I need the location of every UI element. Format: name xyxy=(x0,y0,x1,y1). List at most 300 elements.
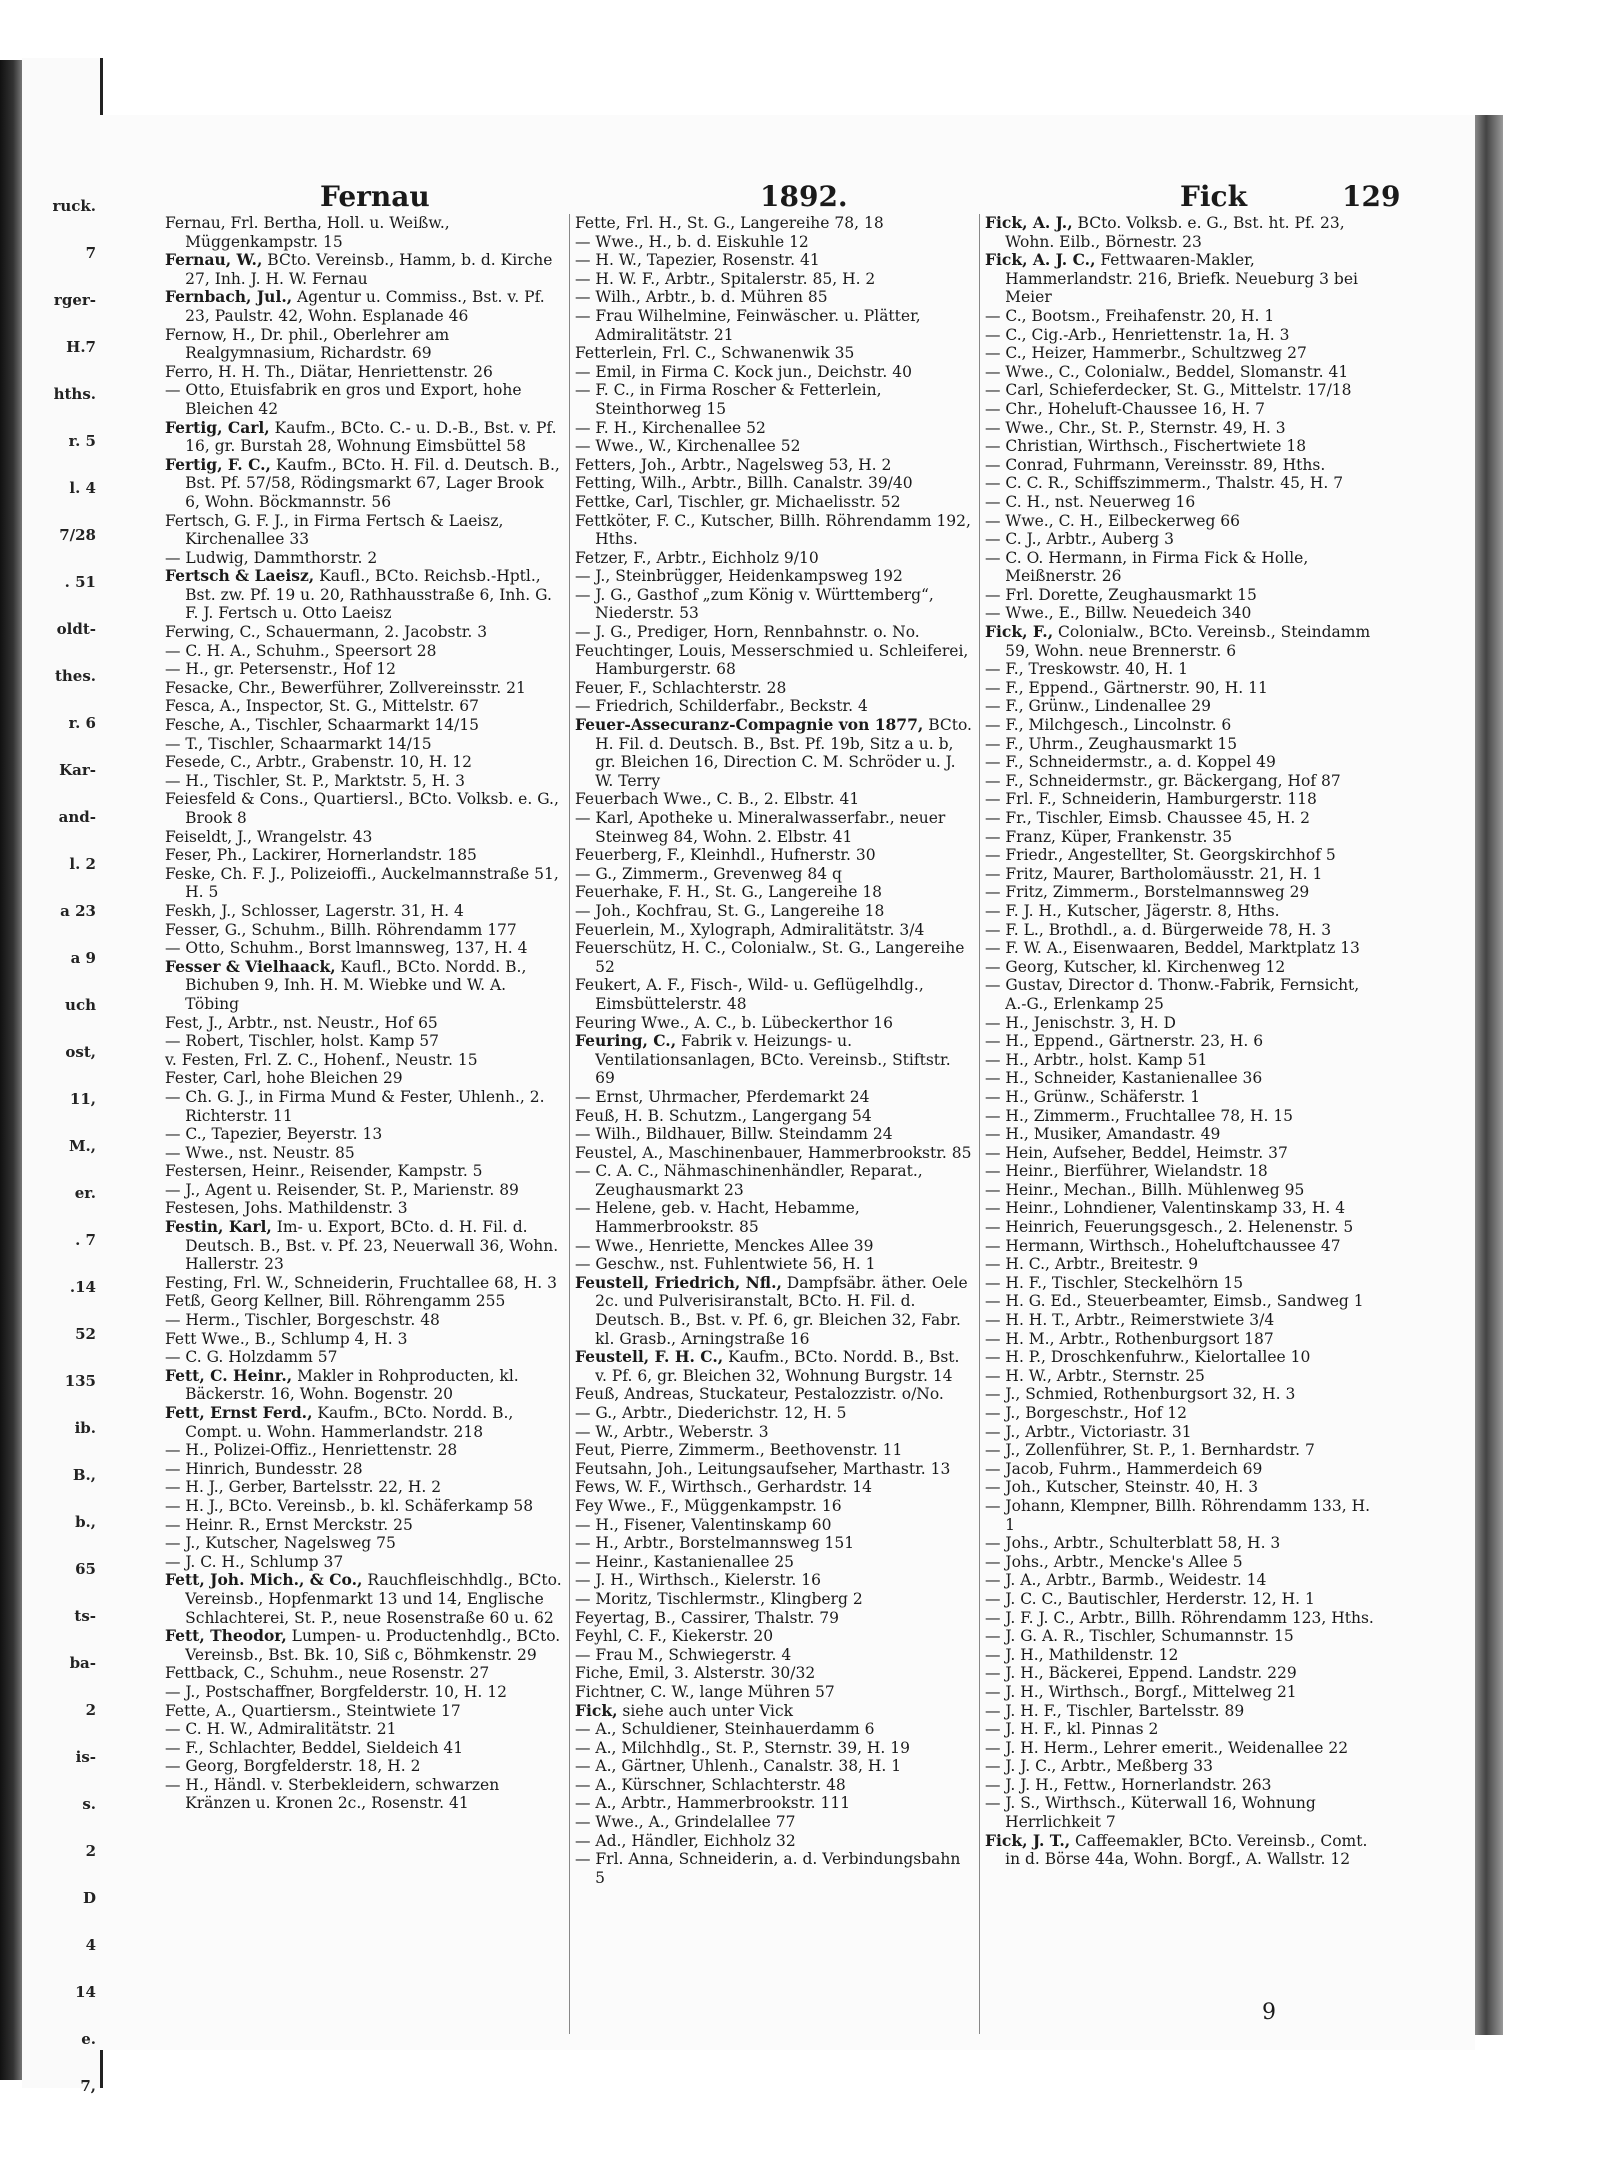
left-page-fragment: Kar- xyxy=(59,761,96,779)
entry-name-bold: Fertig, Carl, xyxy=(165,417,270,437)
directory-entry xyxy=(165,1069,562,1088)
left-page-fragment: 65 xyxy=(75,1560,96,1578)
entry-text: — Johs., Arbtr., Schulterblatt 58, H. 3 xyxy=(985,1534,1281,1553)
directory-entry xyxy=(985,456,1382,475)
directory-entry xyxy=(575,1720,972,1739)
column-2 xyxy=(575,214,977,2044)
directory-entry xyxy=(575,1571,972,1590)
entry-text: — Chr., Hoheluft-Chaussee 16, H. 7 xyxy=(985,399,1265,418)
entry-text: v. Festen, Frl. Z. C., Hohenf., Neustr. 15 xyxy=(165,1050,478,1069)
entry-text: Lumpen- u. Productenhdlg., BCto. Vereinsb., Bst. Bk. 10, Siß c, Böhmkenstr. 29 xyxy=(185,1627,566,1664)
entry-text: — J., Zollenführer, St. P., 1. Bernhardstr. 7 xyxy=(985,1441,1315,1460)
directory-entry xyxy=(165,419,562,456)
entry-text: Kaufl., BCto. Reichsb.-Hptl., Bst. zw. Pf. 19 u. 20, Rathhausstraße 6, Inh. G. F. J. Fertsch u. Otto Laeisz xyxy=(185,567,557,623)
entry-text: — Heinr. R., Ernst Merckstr. 25 xyxy=(165,1515,413,1534)
directory-entry xyxy=(165,1664,562,1683)
left-page-fragment: 11, xyxy=(69,1090,96,1108)
directory-entry xyxy=(985,1199,1382,1218)
entry-text: Kaufm., BCto. Nordd. B., Bst. v. Pf. 6, gr. Bleichen 32, Wohnung Burgstr. 14 xyxy=(595,1348,965,1385)
entry-text: — H., Jenischstr. 3, H. D xyxy=(985,1013,1176,1032)
entry-name-bold: Fick, A. J., xyxy=(985,213,1073,232)
entry-text: siehe auch unter Vick xyxy=(617,1701,794,1720)
header-year: 1892. xyxy=(760,180,848,213)
directory-entry xyxy=(575,1460,972,1479)
directory-entry xyxy=(985,1497,1382,1534)
entry-text: — Friedr., Angestellter, St. Georgskirchhof 5 xyxy=(985,846,1336,865)
entry-text: — Hermann, Wirthsch., Hoheluftchaussee 47 xyxy=(985,1236,1341,1255)
entry-text: Makler in Rohproducten, kl. Bäckerstr. 16, Wohn. Bogenstr. 20 xyxy=(185,1366,524,1404)
entry-text: — Heinr., Bierführer, Wielandstr. 18 xyxy=(985,1162,1268,1181)
directory-entry xyxy=(575,214,972,233)
entry-name-bold: Fernbach, Jul., xyxy=(165,287,293,307)
entry-text: Dampfsäbr. äther. Oele 2c. und Pulverisiranstalt, BCto. H. Fil. d. Deutsch. B., Bst. v. Pf. 6, gr. Bleichen 32, Fabr. kl. Grasb., Arningstraße 16 xyxy=(595,1273,973,1348)
directory-entry xyxy=(575,474,972,493)
entry-text: — Ch. G. J., in Firma Mund & Fester, Uhlenh., 2. Richterstr. 11 xyxy=(165,1087,550,1125)
entry-text: — C. A. C., Nähmaschinenhändler, Reparat., Zeughausmarkt 23 xyxy=(575,1162,928,1199)
entry-text: — J. G., Prediger, Horn, Rennbahnstr. o. No. xyxy=(575,623,920,642)
entry-text: — Gustav, Director d. Thonw.-Fabrik, Fernsicht, A.-G., Erlenkamp 25 xyxy=(985,976,1365,1013)
entry-text: Fesede, C., Arbtr., Grabenstr. 10, H. 12 xyxy=(165,753,473,772)
entry-text: — Wwe., W., Kirchenallee 52 xyxy=(575,437,801,456)
directory-entry xyxy=(165,1367,562,1404)
entry-text: — J., Steinbrügger, Heidenkampsweg 192 xyxy=(575,567,903,586)
entry-text: — J. H. F., Tischler, Bartelsstr. 89 xyxy=(985,1701,1245,1720)
entry-text: Kaufm., BCto. C.- u. D.-B., Bst. v. Pf. 16, gr. Burstah 28, Wohnung Eimsbüttel 58 xyxy=(185,418,562,456)
directory-entry xyxy=(985,1702,1382,1721)
entry-text: — Christian, Wirthsch., Fischertwiete 18 xyxy=(985,437,1307,456)
left-page-fragment: ts- xyxy=(74,1607,96,1625)
entry-text: — J., Borgeschstr., Hof 12 xyxy=(985,1404,1187,1422)
entry-text: Fettback, C., Schuhm., neue Rosenstr. 27 xyxy=(165,1664,490,1683)
entry-text: — Fritz, Zimmerm., Borstelmannsweg 29 xyxy=(985,883,1310,902)
entry-text: — J. A., Arbtr., Barmb., Weidestr. 14 xyxy=(985,1571,1267,1590)
entry-text: Fertsch, G. F. J., in Firma Fertsch & Laeisz, Kirchenallee 33 xyxy=(165,511,509,549)
entry-text: — Wwe., C., Colonialw., Beddel, Slomanstr. 41 xyxy=(985,362,1349,381)
directory-entry xyxy=(985,1125,1382,1144)
entry-text: — Otto, Etuisfabrik en gros und Export, hohe Bleichen 42 xyxy=(165,381,527,418)
column-divider xyxy=(569,214,570,2034)
entry-text: — W., Arbtr., Weberstr. 3 xyxy=(575,1422,769,1441)
entry-text: Fesser, G., Schuhm., Billh. Röhrendamm 177 xyxy=(165,920,517,939)
directory-entry xyxy=(985,1069,1382,1088)
entry-text: Festing, Frl. W., Schneiderin, Fruchtallee 68, H. 3 xyxy=(165,1273,557,1292)
entry-text: Fette, Frl. H., St. G., Langereihe 78, 18 xyxy=(575,214,884,232)
directory-entry xyxy=(165,1125,562,1144)
running-header xyxy=(110,180,1401,216)
entry-text: — Frl. Dorette, Zeughausmarkt 15 xyxy=(985,585,1257,604)
directory-entry xyxy=(985,921,1382,940)
directory-entry xyxy=(985,530,1382,549)
directory-entry xyxy=(985,976,1382,1013)
entry-text: Feske, Ch. F. J., Polizeioffi., Auckelmannstraße 51, H. 5 xyxy=(165,864,564,902)
directory-entry xyxy=(985,753,1382,772)
left-page-fragment: er. xyxy=(74,1184,96,1202)
entry-text: — Georg, Kutscher, kl. Kirchenweg 12 xyxy=(985,957,1286,976)
directory-entry xyxy=(165,828,562,847)
directory-entry xyxy=(165,1626,566,1664)
entry-text: Feuer, F., Schlachterstr. 28 xyxy=(575,678,787,697)
directory-entry xyxy=(985,604,1382,623)
directory-entry xyxy=(575,1255,972,1274)
entry-text: — J. H., Wirthsch., Borgf., Mittelweg 21 xyxy=(985,1682,1297,1701)
directory-entry xyxy=(985,1571,1382,1590)
directory-entry xyxy=(575,1162,972,1199)
directory-entry xyxy=(575,1274,972,1348)
directory-entry xyxy=(985,902,1382,921)
directory-entry xyxy=(165,865,562,902)
entry-text: — Fr., Tischler, Eimsb. Chaussee 45, H. 2 xyxy=(985,809,1311,827)
entry-text: — A., Schuldiener, Steinhauerdamm 6 xyxy=(575,1720,875,1739)
entry-text: — C. H. W., Admiralitätstr. 21 xyxy=(165,1720,397,1739)
entry-text: Im- u. Export, BCto. d. H. Fil. d. Deutsch. B., Bst. v. Pf. 23, Neuerwall 36, Wohn. Hallerstr. 23 xyxy=(185,1218,564,1274)
entry-text: — Wwe., H., b. d. Eiskuhle 12 xyxy=(575,232,809,251)
directory-entry xyxy=(985,716,1382,735)
entry-text: — Georg, Borgfelderstr. 18, H. 2 xyxy=(165,1757,421,1776)
entry-text: — A., Kürschner, Schlachterstr. 48 xyxy=(575,1775,846,1794)
left-page-fragment: e. xyxy=(81,2030,96,2048)
entry-text: — Joh., Kochfrau, St. G., Langereihe 18 xyxy=(575,901,885,920)
directory-entry xyxy=(985,1441,1382,1460)
directory-entry xyxy=(575,1832,972,1851)
directory-entry xyxy=(985,1051,1382,1070)
entry-name-bold: Fesser & Vielhaack, xyxy=(165,956,336,976)
entry-text: — H. J., BCto. Vereinsb., b. kl. Schäferkamp 58 xyxy=(165,1496,534,1515)
left-page-fragment: l. 2 xyxy=(69,855,96,873)
directory-entry xyxy=(575,1497,972,1516)
directory-entry xyxy=(575,1107,972,1126)
directory-entry xyxy=(575,1088,972,1107)
left-page-fragment: 14 xyxy=(75,1983,96,2001)
directory-entry xyxy=(985,1664,1382,1683)
entry-text: — H. P., Droschkenfuhrw., Kielortallee 10 xyxy=(985,1348,1311,1367)
directory-entry xyxy=(165,454,565,512)
entry-text: — H., Tischler, St. P., Marktstr. 5, H. 3 xyxy=(165,771,465,790)
entry-text: Fester, Carl, hohe Bleichen 29 xyxy=(165,1069,403,1088)
entry-text: Feutsahn, Joh., Leitungsaufseher, Marthastr. 13 xyxy=(575,1459,951,1478)
entry-text: — C., Bootsm., Freihafenstr. 20, H. 1 xyxy=(985,306,1275,325)
entry-name-bold: Fertsch & Laeisz, xyxy=(165,566,315,586)
directory-entry xyxy=(985,400,1382,419)
entry-text: Colonialw., BCto. Vereinsb., Steindamm 59, Wohn. neue Brennerstr. 6 xyxy=(1005,623,1376,660)
directory-entry xyxy=(575,344,972,363)
directory-entry xyxy=(985,549,1382,586)
entry-text: Fette, A., Quartiersm., Steintwiete 17 xyxy=(165,1701,461,1720)
entry-text: Feut, Pierre, Zimmerm., Beethovenstr. 11 xyxy=(575,1441,903,1460)
directory-entry xyxy=(165,381,562,418)
directory-entry xyxy=(165,1404,562,1441)
directory-entry xyxy=(165,326,562,363)
directory-entry xyxy=(985,939,1382,958)
entry-text: — J. J. H., Fettw., Hornerlandstr. 263 xyxy=(985,1775,1272,1794)
directory-entry xyxy=(165,1460,562,1479)
entry-text: Feiesfeld & Cons., Quartiersl., BCto. Volksb. e. G., Brook 8 xyxy=(165,790,564,827)
directory-entry xyxy=(575,1014,972,1033)
directory-entry xyxy=(575,790,972,809)
entry-text: — Ludwig, Dammthorstr. 2 xyxy=(165,548,378,567)
directory-entry xyxy=(575,1664,972,1683)
directory-entry xyxy=(165,1330,562,1349)
signature-mark: 9 xyxy=(1262,2000,1276,2025)
directory-entry xyxy=(575,1032,972,1088)
directory-entry xyxy=(165,1720,562,1739)
entry-text: — Wwe., E., Billw. Neuedeich 340 xyxy=(985,604,1252,623)
entry-text: Feyhl, C. F., Kiekerstr. 20 xyxy=(575,1627,774,1646)
entry-text: Festesen, Johs. Mathildenstr. 3 xyxy=(165,1199,408,1218)
left-page-fragment: 52 xyxy=(75,1325,96,1343)
directory-entry xyxy=(985,214,1382,251)
entry-text: Feuß, Andreas, Stuckateur, Pestalozzistr. o/No. xyxy=(575,1385,944,1404)
left-page-fragment: H.7 xyxy=(66,338,96,356)
entry-text: — Franz, Küper, Frankenstr. 35 xyxy=(985,827,1233,846)
directory-entry xyxy=(985,251,1382,307)
entry-name-bold: Fertig, F. C., xyxy=(165,454,271,474)
directory-entry xyxy=(985,1107,1382,1126)
directory-entry xyxy=(165,939,562,958)
directory-entry xyxy=(575,846,972,865)
directory-entry xyxy=(165,753,562,772)
left-page-fragment: D xyxy=(82,1889,96,1907)
directory-entry xyxy=(575,1348,972,1385)
left-page-fragment: 4 xyxy=(85,1936,96,1954)
directory-entry xyxy=(985,1776,1382,1795)
entry-text: — Frl. Anna, Schneiderin, a. d. Verbindungsbahn 5 xyxy=(575,1850,966,1887)
entry-text: — G., Arbtr., Diederichstr. 12, H. 5 xyxy=(575,1404,847,1422)
header-last-entry: Fick xyxy=(1180,180,1247,213)
entry-text: — H., Arbtr., holst. Kamp 51 xyxy=(985,1050,1208,1069)
left-page-fragment: a 23 xyxy=(60,902,96,920)
entry-text: — F., Grünw., Lindenallee 29 xyxy=(985,697,1211,716)
directory-entry xyxy=(575,586,972,623)
entry-text: — J. G. A. R., Tischler, Schumannstr. 15 xyxy=(985,1627,1294,1646)
entry-text: — Hein, Aufseher, Beddel, Heimstr. 37 xyxy=(985,1143,1288,1162)
directory-entry xyxy=(985,381,1382,400)
entry-text: — C. H., nst. Neuerweg 16 xyxy=(985,492,1196,511)
entry-text: Fett Wwe., B., Schlump 4, H. 3 xyxy=(165,1329,408,1348)
directory-entry xyxy=(985,586,1382,605)
directory-entry xyxy=(575,902,972,921)
entry-text: — A., Gärtner, Uhlenh., Canalstr. 38, H. 1 xyxy=(575,1757,902,1776)
directory-entry xyxy=(985,1385,1382,1404)
entry-text: Agentur u. Commiss., Bst. v. Pf. 23, Paulstr. 42, Wohn. Esplanade 46 xyxy=(185,288,550,325)
entry-name-bold: Fett, C. Heinr., xyxy=(165,1365,293,1385)
entry-text: Feuchtinger, Louis, Messerschmied u. Schleiferei, Hamburgerstr. 68 xyxy=(575,641,974,679)
directory-entry xyxy=(575,1627,972,1646)
directory-entry xyxy=(985,1404,1382,1423)
book-spine-shadow xyxy=(0,60,22,2080)
entry-text: — H., Arbtr., Borstelmannsweg 151 xyxy=(575,1534,855,1553)
entry-text: Feuß, H. B. Schutzm., Langergang 54 xyxy=(575,1106,872,1125)
directory-entry xyxy=(165,1051,562,1070)
directory-entry xyxy=(575,381,972,418)
entry-text: — Wwe., C. H., Eilbeckerweg 66 xyxy=(985,511,1241,530)
entry-text: Feuerlein, M., Xylograph, Admiralitätstr. 3/4 xyxy=(575,920,925,939)
directory-entry xyxy=(165,251,562,288)
directory-entry xyxy=(165,1478,562,1497)
directory-entry xyxy=(165,958,562,1014)
entry-text: — Friedrich, Schilderfabr., Beckstr. 4 xyxy=(575,697,868,716)
directory-entry xyxy=(985,307,1382,326)
directory-entry xyxy=(985,512,1382,531)
directory-entry xyxy=(985,326,1382,345)
directory-entry xyxy=(575,679,972,698)
directory-entry xyxy=(985,623,1382,660)
entry-text: Ferwing, C., Schauermann, 2. Jacobstr. 3 xyxy=(165,623,488,642)
entry-text: — Wilh., Bildhauer, Billw. Steindamm 24 xyxy=(575,1125,893,1144)
entry-text: — H., Polizei-Offiz., Henriettenstr. 28 xyxy=(165,1441,458,1460)
entry-text: BCto. H. Fil. d. Deutsch. B., Bst. Pf. 19b, Sitz a u. b, gr. Bleichen 16, Direction C. M. Schröder u. J. W. Terry xyxy=(595,716,977,790)
directory-entry xyxy=(985,1144,1382,1163)
directory-entry xyxy=(165,1570,567,1627)
entry-text: — Carl, Schieferdecker, St. G., Mittelstr. 17/18 xyxy=(985,381,1352,400)
directory-entry xyxy=(985,679,1382,698)
directory-entry xyxy=(165,567,562,623)
entry-text: — J., Schmied, Rothenburgsort 32, H. 3 xyxy=(985,1385,1296,1404)
entry-text: — Otto, Schuhm., Borst lmannsweg, 137, H. 4 xyxy=(165,939,528,958)
directory-entry xyxy=(165,1739,562,1758)
entry-text: — J. H., Wirthsch., Kielerstr. 16 xyxy=(575,1571,821,1590)
directory-entry xyxy=(575,251,972,270)
directory-entry xyxy=(575,549,972,568)
directory-entry xyxy=(575,1683,972,1702)
directory-entry xyxy=(575,1794,972,1813)
entry-text: — J., Arbtr., Victoriastr. 31 xyxy=(985,1422,1192,1441)
entry-text: — H., Grünw., Schäferstr. 1 xyxy=(985,1087,1201,1106)
directory-entry xyxy=(575,1850,972,1887)
directory-entry xyxy=(575,642,972,679)
column-3 xyxy=(985,214,1382,2044)
entry-text: — H., Eppend., Gärtnerstr. 23, H. 6 xyxy=(985,1032,1264,1051)
entry-text: — H. C., Arbtr., Breitestr. 9 xyxy=(985,1255,1199,1274)
entry-text: Kaufm., BCto. Nordd. B., Compt. u. Wohn. Hammerlandstr. 218 xyxy=(185,1404,519,1441)
directory-entry xyxy=(985,1014,1382,1033)
entry-text: Fernau, Frl. Bertha, Holl. u. Weißw., Müggenkampstr. 15 xyxy=(165,214,455,251)
directory-entry xyxy=(985,1553,1382,1572)
directory-entry xyxy=(985,883,1382,902)
entry-text: — H. G. Ed., Steuerbeamter, Eimsb., Sandweg 1 xyxy=(985,1292,1364,1311)
directory-entry xyxy=(985,1181,1382,1200)
entry-text: — J., Postschaffner, Borgfelderstr. 10, H. 12 xyxy=(165,1682,507,1701)
directory-entry xyxy=(985,1832,1382,1869)
directory-entry xyxy=(985,1367,1382,1386)
directory-entry xyxy=(575,288,972,307)
entry-name-bold: Fett, Ernst Ferd., xyxy=(165,1403,313,1422)
entry-text: Fesacke, Chr., Bewerführer, Zollvereinsstr. 21 xyxy=(165,678,526,697)
entry-text: — H., Fisener, Valentinskamp 60 xyxy=(575,1515,832,1534)
directory-entry xyxy=(165,363,562,382)
directory-entry xyxy=(575,1441,972,1460)
directory-entry xyxy=(985,474,1382,493)
left-page-fragment: ost, xyxy=(65,1043,96,1061)
entry-text: — C. J., Arbtr., Auberg 3 xyxy=(985,530,1175,549)
directory-entry xyxy=(165,1441,562,1460)
directory-entry xyxy=(985,344,1382,363)
entry-text: — Jacob, Fuhrm., Hammerdeich 69 xyxy=(985,1459,1263,1478)
entry-text: — Ernst, Uhrmacher, Pferdemarkt 24 xyxy=(575,1087,870,1106)
directory-entry xyxy=(575,270,972,289)
entry-text: — J. H., Mathildenstr. 12 xyxy=(985,1645,1179,1664)
entry-text: Fest, J., Arbtr., nst. Neustr., Hof 65 xyxy=(165,1013,438,1032)
entry-text: — J. H. F., kl. Pinnas 2 xyxy=(985,1720,1159,1739)
left-page-fragment: r. 6 xyxy=(68,714,96,732)
entry-text: Kaufm., BCto. H. Fil. d. Deutsch. B., Bst. Pf. 57/58, Rödingsmarkt 67, Lager Brook 6, Wohn. Böckmannstr. 56 xyxy=(185,455,565,511)
directory-entry xyxy=(985,1757,1382,1776)
directory-entry xyxy=(165,1218,562,1274)
entry-text: — Herm., Tischler, Borgeschstr. 48 xyxy=(165,1311,440,1330)
directory-entry xyxy=(985,958,1382,977)
directory-entry xyxy=(575,363,972,382)
directory-entry xyxy=(165,660,562,679)
directory-entry xyxy=(575,1125,972,1144)
entry-text: Fews, W. F., Wirthsch., Gerhardstr. 14 xyxy=(575,1478,872,1497)
left-page-fragment: 2 xyxy=(85,1842,96,1860)
entry-name-bold: Fick, xyxy=(575,1700,618,1720)
entry-text: — H. W. F., Arbtr., Spitalerstr. 85, H. 2 xyxy=(575,269,876,288)
directory-entry xyxy=(985,1627,1382,1646)
entry-text: — G., Zimmerm., Grevenweg 84 q xyxy=(575,864,842,883)
directory-entry xyxy=(575,715,977,790)
left-page-fragment: rger- xyxy=(53,291,96,309)
left-page-fragment: 2 xyxy=(85,1701,96,1719)
entry-text: — Wwe., nst. Neustr. 85 xyxy=(165,1143,355,1162)
directory-entry xyxy=(575,1776,972,1795)
directory-entry xyxy=(575,493,972,512)
directory-entry xyxy=(165,1014,562,1033)
entry-text: — J. G., Gasthof „zum König v. Württemberg“, Niederstr. 53 xyxy=(575,585,939,623)
directory-entry xyxy=(165,846,562,865)
directory-entry xyxy=(575,1813,972,1832)
directory-entry xyxy=(985,735,1382,754)
entry-text: — H., Schneider, Kastanienallee 36 xyxy=(985,1069,1263,1088)
directory-entry xyxy=(575,623,972,642)
directory-entry xyxy=(575,1609,972,1628)
entry-text: — H., gr. Petersenstr., Hof 12 xyxy=(165,660,396,679)
directory-entry xyxy=(165,716,562,735)
entry-text: Kaufl., BCto. Nordd. B., Bichuben 9, Inh. H. M. Wiebke und W. A. Töbing xyxy=(185,957,532,1013)
entry-text: — A., Arbtr., Hammerbrookstr. 111 xyxy=(575,1794,851,1813)
directory-entry xyxy=(165,902,562,921)
left-page-fragment: b., xyxy=(75,1513,96,1531)
directory-entry xyxy=(165,735,562,754)
entry-text: Feyertag, B., Cassirer, Thalstr. 79 xyxy=(575,1608,839,1627)
entry-text: Fichtner, C. W., lange Mühren 57 xyxy=(575,1682,835,1701)
entry-text: Feuerschütz, H. C., Colonialw., St. G., Langereihe 52 xyxy=(575,939,970,976)
directory-entry xyxy=(165,1144,562,1163)
entry-text: — J. H., Bäckerei, Eppend. Landstr. 229 xyxy=(985,1664,1297,1683)
directory-entry xyxy=(985,1274,1382,1293)
entry-text: — F., Eppend., Gärtnerstr. 90, H. 11 xyxy=(985,678,1268,697)
directory-entry xyxy=(985,1683,1382,1702)
entry-name-bold: Fick, J. T., xyxy=(985,1830,1071,1850)
entry-text: Feiseldt, J., Wrangelstr. 43 xyxy=(165,827,373,846)
directory-entry xyxy=(575,1237,972,1256)
entry-text: — C. O. Hermann, in Firma Fick & Holle, Meißnerstr. 26 xyxy=(985,548,1314,586)
header-first-entry: Fernau xyxy=(320,180,430,213)
entry-text: — Robert, Tischler, holst. Kamp 57 xyxy=(165,1032,440,1051)
directory-entry xyxy=(575,456,972,475)
entry-text: — Wwe., A., Grindelallee 77 xyxy=(575,1813,796,1832)
entry-text: Festersen, Heinr., Reisender, Kampstr. 5 xyxy=(165,1162,483,1181)
entry-name-bold: Feustell, Friedrich, Nfl., xyxy=(575,1272,782,1292)
entry-text: — Karl, Apotheke u. Mineralwasserfabr., neuer Steinweg 84, Wohn. 2. Elbstr. 41 xyxy=(575,809,951,846)
entry-text: — Wwe., Chr., St. P., Sternstr. 49, H. 3 xyxy=(985,418,1286,437)
directory-entry xyxy=(985,1720,1382,1739)
entry-text: — Heinrich, Feuerungsgesch., 2. Helenenstr. 5 xyxy=(985,1218,1354,1237)
entry-text: — Wwe., Henriette, Menckes Allee 39 xyxy=(575,1236,874,1255)
directory-entry xyxy=(575,419,972,438)
entry-name-bold: Fick, A. J. C., xyxy=(985,250,1096,270)
left-page-fragment: ruck. xyxy=(52,197,96,215)
entry-text: Rauchfleischhdlg., BCto. Vereinsb., Hopfenmarkt 13 und 14, Englische Schlachterei, St. P., neue Rosenstraße 60 u. 62 xyxy=(185,1571,567,1627)
